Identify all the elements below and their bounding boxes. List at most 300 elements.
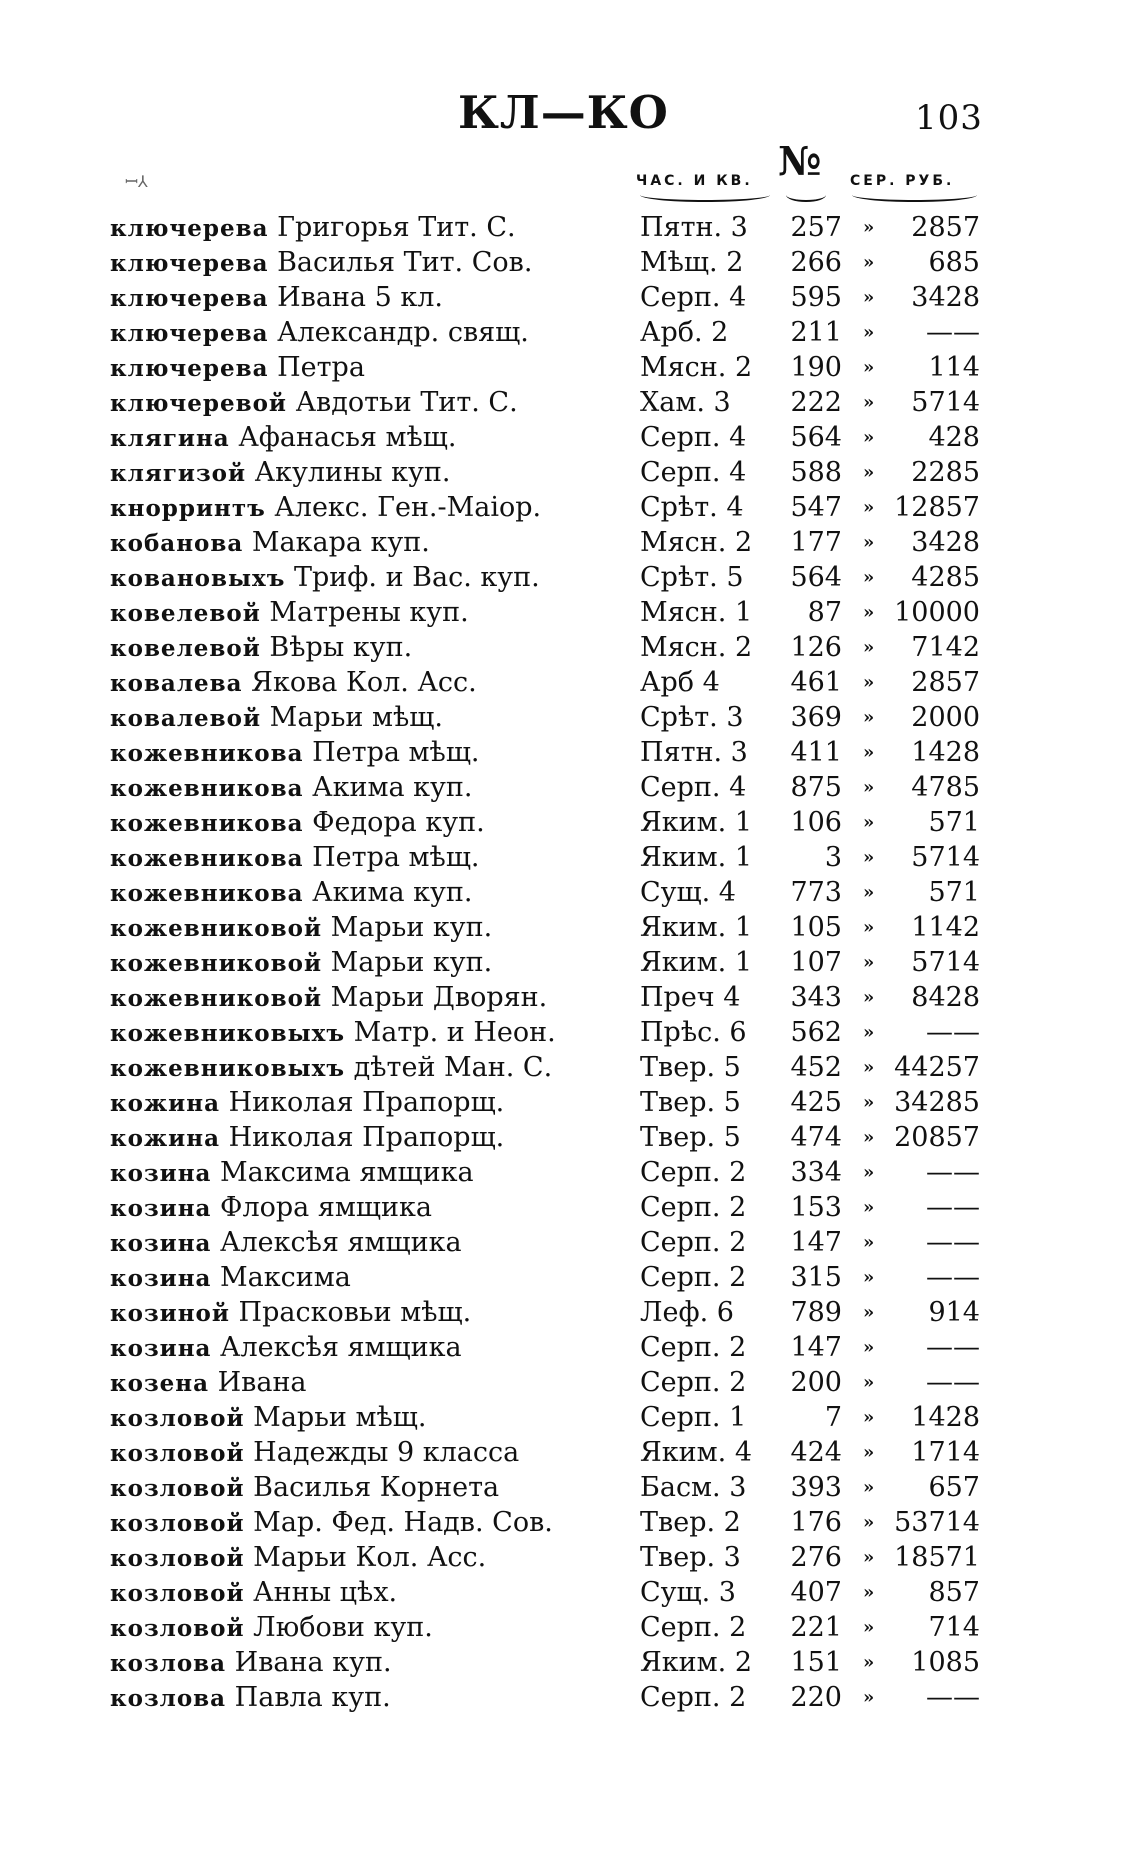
entries-list	[0, 210, 1140, 1715]
entry-part: Срѣт. 5	[640, 562, 744, 593]
entry-separator: »	[863, 1442, 875, 1463]
entry-name: Мар. Фед. Надв. Сов.	[253, 1507, 553, 1538]
entry-surname: ковелевой	[110, 635, 261, 662]
entry-name: Алексѣя ямщика	[220, 1227, 462, 1258]
entry-separator: »	[863, 1232, 875, 1253]
entry-name: Петра мѣщ.	[312, 842, 480, 873]
entry-amount: 7142	[911, 632, 980, 663]
list-item	[0, 280, 1140, 315]
entry-amount: 428	[928, 422, 980, 453]
entry-name-line	[110, 245, 630, 281]
entry-surname: ключеревой	[110, 390, 287, 417]
entry-number: 452	[790, 1052, 842, 1083]
entry-name: Павла куп.	[234, 1682, 391, 1713]
entry-name: Марьи Дворян.	[330, 982, 548, 1013]
entry-number: 200	[790, 1367, 842, 1398]
entry-amount: ——	[926, 1017, 980, 1048]
list-item	[0, 805, 1140, 840]
entry-part: Преч 4	[640, 982, 741, 1013]
entry-surname: кожевниковыхъ	[110, 1055, 346, 1082]
entry-part: Серп. 4	[640, 282, 747, 313]
entry-amount: 4785	[911, 772, 980, 803]
entry-surname: козена	[110, 1370, 209, 1397]
entry-part: Мѣщ. 2	[640, 247, 744, 278]
entry-name: Марьи куп.	[330, 912, 493, 943]
entry-separator: »	[863, 462, 875, 483]
column-header-part: ЧАС. И КВ.	[636, 173, 753, 189]
entry-separator: »	[863, 1337, 875, 1358]
entry-part: Срѣт. 4	[640, 492, 744, 523]
entry-part: Твер. 3	[640, 1542, 741, 1573]
entry-name-line	[110, 1400, 630, 1436]
entry-amount: 114	[928, 352, 980, 383]
entry-name: дѣтей Ман. С.	[353, 1052, 553, 1083]
entry-number: 211	[790, 317, 842, 348]
entry-number: 564	[790, 422, 842, 453]
entry-separator: »	[863, 1407, 875, 1428]
entry-number: 105	[790, 912, 842, 943]
entry-surname: козловой	[110, 1440, 245, 1467]
entry-amount: 5714	[911, 842, 980, 873]
list-item	[0, 420, 1140, 455]
entry-amount: 914	[928, 1297, 980, 1328]
page-number: 103	[915, 98, 983, 138]
entry-name-line	[110, 665, 630, 701]
entry-name-line	[110, 1470, 630, 1506]
entry-surname: козина	[110, 1265, 212, 1292]
entry-surname: козиной	[110, 1300, 230, 1327]
entry-separator: »	[863, 742, 875, 763]
entry-surname: кожевникова	[110, 740, 304, 767]
entry-surname: кобанова	[110, 530, 244, 557]
entry-number: 875	[790, 772, 842, 803]
entry-separator: »	[863, 252, 875, 273]
entry-part: Твер. 5	[640, 1122, 741, 1153]
entry-surname: козловой	[110, 1580, 245, 1607]
entry-separator: »	[863, 1617, 875, 1638]
list-item	[0, 980, 1140, 1015]
entry-amount: 3428	[911, 527, 980, 558]
list-item	[0, 315, 1140, 350]
entry-number: 190	[790, 352, 842, 383]
entry-part: Хам. 3	[640, 387, 731, 418]
list-item	[0, 350, 1140, 385]
list-item	[0, 1120, 1140, 1155]
entry-name-line	[110, 1085, 630, 1121]
entry-number: 562	[790, 1017, 842, 1048]
list-item	[0, 385, 1140, 420]
entry-surname: ковалевой	[110, 705, 262, 732]
entry-number: 7	[824, 1402, 842, 1433]
entry-part: Серп. 2	[640, 1192, 747, 1223]
list-item	[0, 455, 1140, 490]
entry-number: 369	[790, 702, 842, 733]
entry-name: Николая Прапорщ.	[228, 1122, 505, 1153]
entry-part: Твер. 5	[640, 1087, 741, 1118]
entry-number: 153	[790, 1192, 842, 1223]
entry-number: 547	[790, 492, 842, 523]
list-item	[0, 1645, 1140, 1680]
entry-part: Арб 4	[640, 667, 720, 698]
entry-separator: »	[863, 357, 875, 378]
entry-part: Яким. 1	[640, 947, 753, 978]
list-item	[0, 1260, 1140, 1295]
entry-name: Авдотьи Тит. С.	[295, 387, 518, 418]
entry-part: Леф. 6	[640, 1297, 734, 1328]
entry-amount: 1085	[911, 1647, 980, 1678]
entry-separator: »	[863, 1372, 875, 1393]
entry-name: Петра мѣщ.	[312, 737, 480, 768]
entry-part: Серп. 2	[640, 1262, 747, 1293]
entry-part: Пятн. 3	[640, 737, 748, 768]
list-item	[0, 210, 1140, 245]
entry-part: Серп. 2	[640, 1612, 747, 1643]
entry-surname: клягина	[110, 425, 230, 452]
entry-number: 411	[790, 737, 842, 768]
entry-amount: 20857	[894, 1122, 980, 1153]
entry-name: Ивана 5 кл.	[277, 282, 443, 313]
entry-number: 220	[790, 1682, 842, 1713]
entry-surname: козлова	[110, 1685, 227, 1712]
entry-name: Триф. и Вас. куп.	[294, 562, 540, 593]
entry-amount: 10000	[894, 597, 980, 628]
entry-name-line	[110, 1610, 630, 1646]
entry-name-line	[110, 1330, 630, 1366]
entry-surname: козловой	[110, 1545, 245, 1572]
entry-amount: 857	[928, 1577, 980, 1608]
entry-separator: »	[863, 1652, 875, 1673]
entry-name-line	[110, 1225, 630, 1261]
list-item	[0, 665, 1140, 700]
entry-number: 343	[790, 982, 842, 1013]
list-item	[0, 1295, 1140, 1330]
entry-separator: »	[863, 637, 875, 658]
entry-surname: клягизой	[110, 460, 247, 487]
entry-separator: »	[863, 847, 875, 868]
entry-amount: 2857	[911, 212, 980, 243]
entry-separator: »	[863, 497, 875, 518]
entry-separator: »	[863, 322, 875, 343]
entry-name: Максима	[220, 1262, 351, 1293]
entry-surname: ключерева	[110, 320, 269, 347]
entry-number: 151	[790, 1647, 842, 1678]
entry-surname: кожина	[110, 1090, 220, 1117]
entry-surname: козина	[110, 1160, 212, 1187]
entry-amount: ——	[926, 1682, 980, 1713]
entry-part: Яким. 4	[640, 1437, 753, 1468]
entry-surname: кожевниковой	[110, 915, 323, 942]
brace-part	[640, 188, 770, 202]
entry-name-line	[110, 385, 630, 421]
list-item	[0, 245, 1140, 280]
entry-number: 222	[790, 387, 842, 418]
entry-separator: »	[863, 1162, 875, 1183]
entry-name-line	[110, 805, 630, 841]
list-item	[0, 1190, 1140, 1225]
entry-number: 474	[790, 1122, 842, 1153]
entry-part: Серп. 4	[640, 457, 747, 488]
entry-surname: козина	[110, 1195, 212, 1222]
entry-number: 425	[790, 1087, 842, 1118]
list-item	[0, 875, 1140, 910]
list-item	[0, 595, 1140, 630]
entry-name: Матр. и Неон.	[353, 1017, 556, 1048]
entry-separator: »	[863, 287, 875, 308]
entry-part: Мясн. 2	[640, 352, 753, 383]
entry-part: Серп. 2	[640, 1682, 747, 1713]
entry-name: Алексѣя ямщика	[220, 1332, 462, 1363]
entry-amount: 714	[928, 1612, 980, 1643]
entry-part: Серп. 4	[640, 422, 747, 453]
entry-separator: »	[863, 812, 875, 833]
list-item	[0, 1505, 1140, 1540]
entry-separator: »	[863, 777, 875, 798]
entry-separator: »	[863, 1512, 875, 1533]
entry-name: Василья Корнета	[253, 1472, 500, 1503]
entry-separator: »	[863, 987, 875, 1008]
entry-name-line	[110, 875, 630, 911]
entry-number: 107	[790, 947, 842, 978]
entry-part: Серп. 2	[640, 1332, 747, 1363]
entry-surname: ключерева	[110, 250, 269, 277]
entry-number: 564	[790, 562, 842, 593]
entry-name: Ивана	[217, 1367, 307, 1398]
entry-amount: 34285	[894, 1087, 980, 1118]
entry-part: Мясн. 2	[640, 632, 753, 663]
list-item	[0, 1085, 1140, 1120]
entry-number: 315	[790, 1262, 842, 1293]
entry-part: Яким. 1	[640, 842, 753, 873]
entry-part: Сущ. 3	[640, 1577, 736, 1608]
entry-surname: козловой	[110, 1510, 245, 1537]
column-header-amount: СЕР. РУБ.	[850, 173, 955, 189]
entry-number: 3	[824, 842, 842, 873]
entry-separator: »	[863, 1687, 875, 1708]
entry-part: Пятн. 3	[640, 212, 748, 243]
entry-part: Серп. 2	[640, 1157, 747, 1188]
entry-name: Петра	[277, 352, 365, 383]
entry-amount: 44257	[894, 1052, 980, 1083]
entry-amount: 5714	[911, 947, 980, 978]
entry-surname: козлова	[110, 1650, 227, 1677]
entry-name-line	[110, 735, 630, 771]
entry-part: Яким. 2	[640, 1647, 753, 1678]
entry-name-line	[110, 980, 630, 1016]
entry-separator: »	[863, 952, 875, 973]
entry-name-line	[110, 1260, 630, 1296]
entry-name: Вѣры куп.	[269, 632, 413, 663]
entry-name: Василья Тит. Сов.	[277, 247, 533, 278]
entry-amount: 685	[928, 247, 980, 278]
list-item	[0, 490, 1140, 525]
entry-surname: козловой	[110, 1615, 245, 1642]
entry-name: Максима ямщика	[220, 1157, 474, 1188]
list-item	[0, 945, 1140, 980]
entry-amount: 12857	[894, 492, 980, 523]
entry-name-line	[110, 1575, 630, 1611]
entry-name: Алекс. Ген.-Маіор.	[274, 492, 542, 523]
entry-name: Марьи мѣщ.	[253, 1402, 427, 1433]
entry-number: 461	[790, 667, 842, 698]
entry-surname: кожевниковой	[110, 985, 323, 1012]
entry-amount: 1428	[911, 737, 980, 768]
entry-part: Серп. 2	[640, 1227, 747, 1258]
entry-separator: »	[863, 882, 875, 903]
entry-name: Григорья Тит. С.	[277, 212, 516, 243]
entry-part: Серп. 2	[640, 1367, 747, 1398]
entry-amount: 1714	[911, 1437, 980, 1468]
list-item	[0, 910, 1140, 945]
entry-part: Сущ. 4	[640, 877, 736, 908]
entry-surname: ключерева	[110, 285, 269, 312]
entry-name: Флора ямщика	[220, 1192, 432, 1223]
entry-name-line	[110, 770, 630, 806]
entry-name: Акулины куп.	[254, 457, 451, 488]
entry-name-line	[110, 490, 630, 526]
entry-name: Марьи мѣщ.	[269, 702, 443, 733]
entry-part: Арб. 2	[640, 317, 729, 348]
list-item	[0, 1225, 1140, 1260]
entry-number: 588	[790, 457, 842, 488]
entry-part: Мясн. 1	[640, 597, 753, 628]
entry-name: Александр. свящ.	[277, 317, 529, 348]
list-item	[0, 1365, 1140, 1400]
entry-amount: ——	[926, 317, 980, 348]
entry-number: 176	[790, 1507, 842, 1538]
entry-separator: »	[863, 217, 875, 238]
entry-surname: кожевниковой	[110, 950, 323, 977]
entry-surname: кнорринтъ	[110, 495, 266, 522]
list-item	[0, 1540, 1140, 1575]
list-item	[0, 1575, 1140, 1610]
entry-amount: 1428	[911, 1402, 980, 1433]
entry-name-line	[110, 210, 630, 246]
entry-surname: ковановыхъ	[110, 565, 286, 592]
entry-name-line	[110, 525, 630, 561]
entry-name-line	[110, 1295, 630, 1331]
entry-number: 424	[790, 1437, 842, 1468]
entry-number: 789	[790, 1297, 842, 1328]
entry-separator: »	[863, 1267, 875, 1288]
list-item	[0, 770, 1140, 805]
column-header-number: №	[778, 138, 822, 185]
entry-name: Акима куп.	[312, 877, 473, 908]
entry-separator: »	[863, 917, 875, 938]
entry-separator: »	[863, 532, 875, 553]
entry-amount: 571	[928, 807, 980, 838]
entry-amount: ——	[926, 1192, 980, 1223]
entry-name-line	[110, 280, 630, 316]
entry-number: 393	[790, 1472, 842, 1503]
list-item	[0, 630, 1140, 665]
entry-part: Мясн. 2	[640, 527, 753, 558]
list-item	[0, 560, 1140, 595]
brace-amount	[852, 188, 977, 202]
entry-surname: ковелевой	[110, 600, 261, 627]
entry-separator: »	[863, 1302, 875, 1323]
entry-number: 276	[790, 1542, 842, 1573]
list-item	[0, 1400, 1140, 1435]
entry-number: 147	[790, 1332, 842, 1363]
list-item	[0, 735, 1140, 770]
entry-name-line	[110, 630, 630, 666]
list-item	[0, 1015, 1140, 1050]
entry-separator: »	[863, 427, 875, 448]
entry-name: Любови куп.	[253, 1612, 433, 1643]
entry-separator: »	[863, 1092, 875, 1113]
entry-name: Федора куп.	[312, 807, 485, 838]
entry-name-line	[110, 1015, 630, 1051]
entry-number: 266	[790, 247, 842, 278]
entry-surname: ключерева	[110, 355, 269, 382]
entry-surname: козина	[110, 1230, 212, 1257]
entry-part: Яким. 1	[640, 912, 753, 943]
list-item	[0, 1680, 1140, 1715]
entry-number: 257	[790, 212, 842, 243]
entry-number: 221	[790, 1612, 842, 1643]
entry-name-line	[110, 455, 630, 491]
entry-amount: 2857	[911, 667, 980, 698]
entry-name-line	[110, 1505, 630, 1541]
entry-name-line	[110, 560, 630, 596]
list-item	[0, 700, 1140, 735]
entry-surname: кожевникова	[110, 845, 304, 872]
entry-amount: 2000	[911, 702, 980, 733]
list-item	[0, 840, 1140, 875]
entry-amount: 5714	[911, 387, 980, 418]
running-head: КЛ—КО	[458, 86, 669, 139]
entry-separator: »	[863, 392, 875, 413]
entry-part: Прѣс. 6	[640, 1017, 747, 1048]
entry-amount: 2285	[911, 457, 980, 488]
entry-name-line	[110, 1680, 630, 1716]
entry-surname: ковалева	[110, 670, 243, 697]
entry-surname: кожевникова	[110, 775, 304, 802]
entry-separator: »	[863, 1582, 875, 1603]
entry-name-line	[110, 910, 630, 946]
list-item	[0, 1470, 1140, 1505]
entry-name-line	[110, 1645, 630, 1681]
entry-separator: »	[863, 567, 875, 588]
entry-name: Ивана куп.	[234, 1647, 392, 1678]
entry-surname: козина	[110, 1335, 212, 1362]
entry-surname: козловой	[110, 1475, 245, 1502]
entry-separator: »	[863, 1477, 875, 1498]
entry-number: 595	[790, 282, 842, 313]
entry-name: Макара куп.	[251, 527, 430, 558]
entry-name-line	[110, 350, 630, 386]
entry-number: 407	[790, 1577, 842, 1608]
entry-amount: 657	[928, 1472, 980, 1503]
entry-name-line	[110, 1435, 630, 1471]
entry-surname: кожина	[110, 1125, 220, 1152]
entry-number: 773	[790, 877, 842, 908]
entry-surname: козловой	[110, 1405, 245, 1432]
entry-amount: 1142	[911, 912, 980, 943]
entry-number: 147	[790, 1227, 842, 1258]
entry-part: Твер. 2	[640, 1507, 741, 1538]
entry-surname: кожевниковыхъ	[110, 1020, 346, 1047]
entry-separator: »	[863, 602, 875, 623]
entry-part: Срѣт. 3	[640, 702, 744, 733]
entry-separator: »	[863, 1127, 875, 1148]
entry-name: Марьи Кол. Асс.	[253, 1542, 487, 1573]
entry-part: Басм. 3	[640, 1472, 747, 1503]
entry-surname: кожевникова	[110, 810, 304, 837]
entry-part: Серп. 4	[640, 772, 747, 803]
list-item	[0, 525, 1140, 560]
entry-part: Яким. 1	[640, 807, 753, 838]
